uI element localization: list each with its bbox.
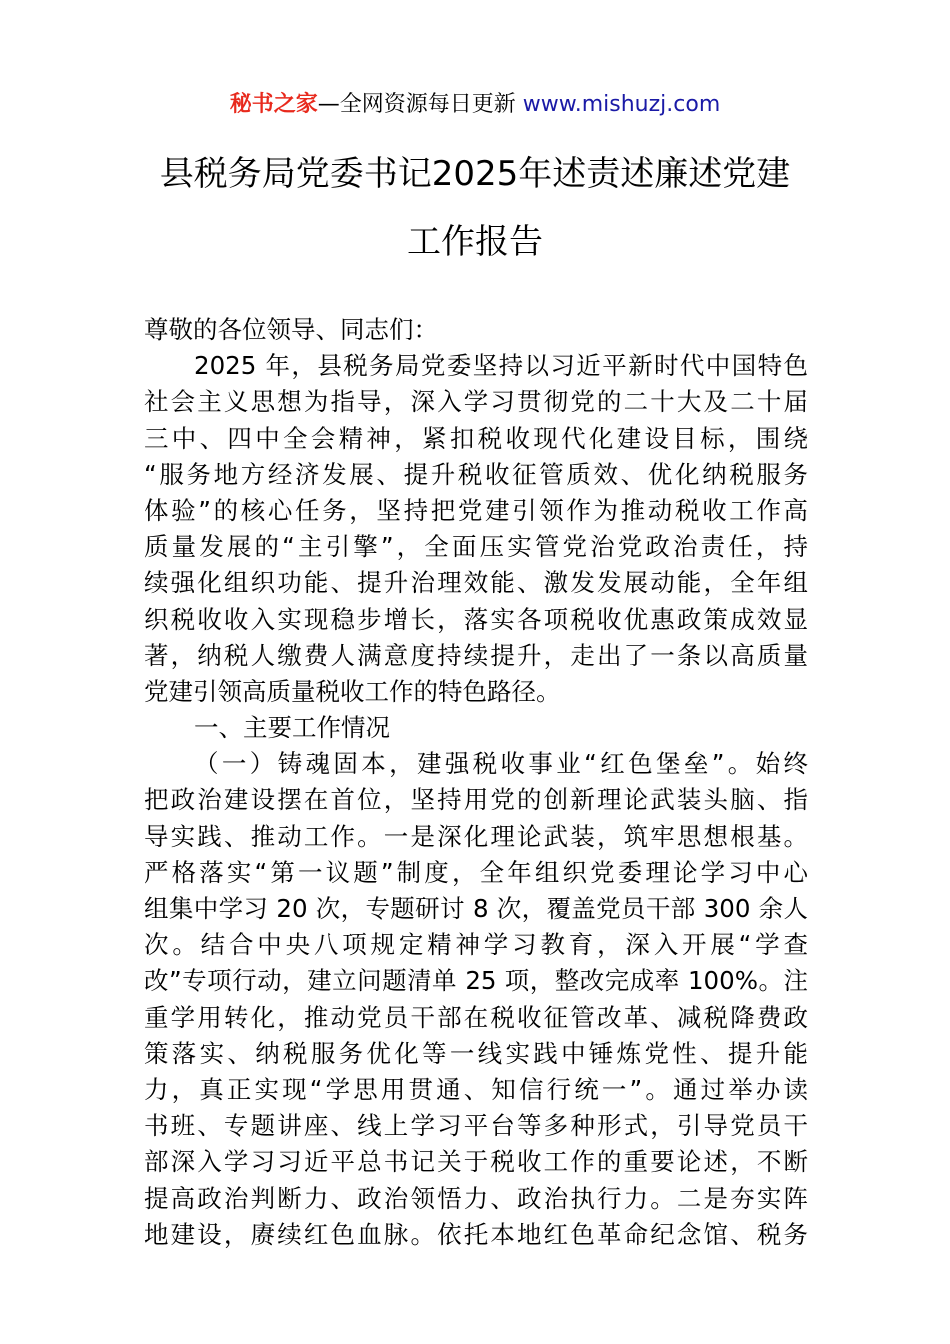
body-line: 2025 年，县税务局党委坚持以习近平新时代中国特色 [194,351,808,381]
site-url-link[interactable]: www.mishuzj.com [522,92,721,117]
body-line: 质量发展的“主引擎”，全面压实管党治党政治责任，持 [144,532,808,562]
body-line: 地建设，赓续红色血脉。依托本地红色革命纪念馆、税务 [144,1219,808,1249]
body-line: 导实践、推动工作。一是深化理论武装，筑牢思想根基。 [144,821,808,851]
body-line: 三中、四中全会精神，紧扣税收现代化建设目标，围绕 [144,423,808,453]
body-line: 提高政治判断力、政治领悟力、政治执行力。二是夯实阵 [144,1183,808,1213]
title-line-1: 县税务局党委书记2025年述责述廉述党建 [159,154,791,194]
brand-name: 秘书之家 [229,92,318,117]
body-line: 组集中学习 20 次，专题研讨 8 次，覆盖党员干部 300 余人 [144,894,808,923]
body-line: 次。结合中央八项规定精神学习教育，深入开展“学查 [144,930,808,960]
body-line: 部深入学习习近平总书记关于税收工作的重要论述，不断 [144,1147,808,1177]
site-header [0,90,950,120]
salutation: 尊敬的各位领导、同志们： [144,315,438,344]
title-line-2: 工作报告 [407,222,543,262]
body-line: 续强化组织功能、提升治理效能、激发发展动能，全年组 [144,568,808,598]
body-line: 重学用转化，推动党员干部在税收征管改革、减税降费政 [144,1002,808,1032]
body-line: 织税收收入实现稳步增长，落实各项税收优惠政策成效显 [144,604,808,634]
body-line: 著，纳税人缴费人满意度持续提升，走出了一条以高质量 [144,640,808,670]
body-line: “服务地方经济发展、提升税收征管质效、优化纳税服务 [144,459,808,489]
body-line: 社会主义思想为指导，深入学习贯彻党的二十大及二十届 [144,387,808,417]
document-title [0,140,950,276]
body-line: 力，真正实现“学思用贯通、知信行统一”。通过举办读 [144,1074,808,1104]
header-tagline: —全网资源每日更新 [317,92,516,117]
body-line: 策落实、纳税服务优化等一线实践中锤炼党性、提升能 [144,1038,808,1068]
body-line: 改”专项行动，建立问题清单 25 项，整改完成率 100%。注 [144,966,808,996]
body-line: 体验”的核心任务，坚持把党建引领作为推动税收工作高 [144,495,808,525]
body-line: 书班、专题讲座、线上学习平台等多种形式，引导党员干 [144,1111,808,1141]
body-line: 党建引领高质量税收工作的特色路径。 [144,676,561,706]
body-line: 严格落实“第一议题”制度，全年组织党委理论学习中心 [144,857,808,887]
body-line: （一）铸魂固本，建强税收事业“红色堡垒”。始终 [194,749,808,779]
body-line: 把政治建设摆在首位，坚持用党的创新理论武装头脑、指 [144,785,808,815]
section-heading: 一、主要工作情况 [194,713,390,743]
document-body [144,312,808,1253]
